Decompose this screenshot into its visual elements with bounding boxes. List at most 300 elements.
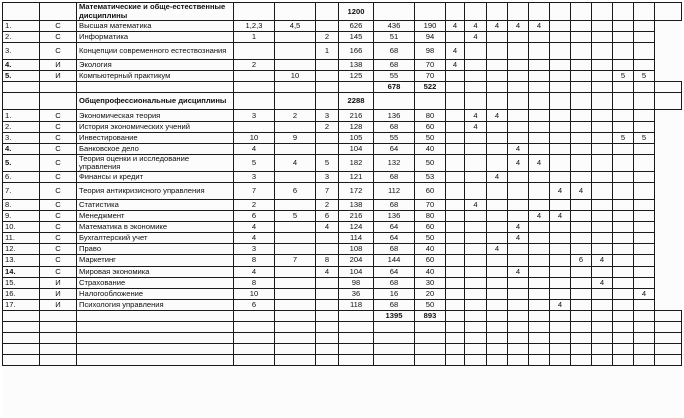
empty-cell (571, 3, 592, 21)
total-hours-cell: 166 (339, 43, 374, 60)
empty-cell (316, 321, 339, 332)
semester-hours-cell (550, 277, 571, 288)
classroom-hours-cell: 64 (374, 266, 415, 277)
semester-hours-cell (529, 222, 550, 233)
semester-hours-cell (613, 199, 634, 210)
semester-hours-cell (487, 233, 508, 244)
empty-cell (316, 93, 339, 110)
semester-hours-cell (446, 244, 465, 255)
credit-semester-cell (275, 299, 316, 310)
empty-cell (592, 321, 613, 332)
discipline-type-cell: С (40, 121, 77, 132)
discipline-name-cell: Право (77, 244, 234, 255)
empty-cell (3, 344, 40, 355)
semester-hours-cell (508, 288, 529, 299)
discipline-row (3, 171, 682, 182)
semester-hours-cell: 5 (634, 132, 655, 143)
semester-hours-cell: 5 (634, 71, 655, 82)
discipline-name-cell: Статистика (77, 199, 234, 210)
empty-cell (592, 344, 613, 355)
empty-cell (508, 82, 529, 93)
semester-hours-cell: 4 (487, 21, 508, 32)
semester-hours-cell (613, 182, 634, 199)
semester-hours-cell (465, 299, 487, 310)
classroom-hours-cell: 136 (374, 110, 415, 121)
discipline-row (3, 71, 682, 82)
credit-semester-cell (275, 60, 316, 71)
semester-hours-cell (634, 60, 655, 71)
semester-hours-cell (613, 60, 634, 71)
empty-cell (339, 310, 374, 321)
classroom-hours-cell: 51 (374, 32, 415, 43)
semester-hours-cell (571, 132, 592, 143)
semester-hours-cell (592, 299, 613, 310)
semester-hours-cell (465, 182, 487, 199)
semester-hours-cell (613, 299, 634, 310)
total-hours-cell: 105 (339, 132, 374, 143)
empty-cell (40, 93, 77, 110)
coursework-semester-cell (316, 288, 339, 299)
semester-hours-cell (634, 299, 655, 310)
credit-semester-cell: 10 (275, 71, 316, 82)
semester-hours-cell (487, 299, 508, 310)
row-number-cell: 6. (3, 171, 40, 182)
semester-hours-cell (465, 43, 487, 60)
self-study-hours-cell: 50 (415, 233, 446, 244)
semester-hours-cell (571, 288, 592, 299)
semester-hours-cell (487, 143, 508, 154)
semester-hours-cell (508, 211, 529, 222)
self-study-hours-cell: 60 (415, 222, 446, 233)
semester-hours-cell (592, 132, 613, 143)
empty-cell (613, 355, 634, 366)
empty-cell (446, 355, 465, 366)
semester-hours-cell (446, 255, 465, 266)
classroom-hours-cell: 68 (374, 121, 415, 132)
semester-hours-cell (446, 199, 465, 210)
empty-cell (374, 321, 415, 332)
row-number-cell: 1. (3, 110, 40, 121)
empty-cell (446, 321, 465, 332)
semester-hours-cell (613, 244, 634, 255)
classroom-hours-cell: 68 (374, 43, 415, 60)
coursework-semester-cell (316, 233, 339, 244)
coursework-semester-cell: 4 (316, 266, 339, 277)
empty-cell (3, 321, 40, 332)
classroom-hours-cell: 68 (374, 60, 415, 71)
empty-cell (508, 3, 529, 21)
discipline-row (3, 222, 682, 233)
semester-hours-cell (508, 121, 529, 132)
semester-hours-cell (487, 211, 508, 222)
semester-hours-cell (487, 288, 508, 299)
credit-semester-cell (275, 32, 316, 43)
empty-cell (550, 3, 571, 21)
discipline-name-cell: Банковское дело (77, 143, 234, 154)
exam-semester-cell: 1 (234, 32, 275, 43)
semester-hours-cell (508, 244, 529, 255)
empty-cell (415, 321, 446, 332)
discipline-type-cell: И (40, 60, 77, 71)
self-study-hours-cell: 60 (415, 182, 446, 199)
semester-hours-cell (571, 266, 592, 277)
empty-cell (613, 3, 634, 21)
credit-semester-cell (275, 277, 316, 288)
row-number-cell: 8. (3, 199, 40, 210)
semester-hours-cell (529, 244, 550, 255)
semester-hours-cell (465, 255, 487, 266)
semester-hours-cell (571, 60, 592, 71)
semester-hours-cell (634, 199, 655, 210)
row-number-cell: 5. (3, 154, 40, 171)
empty-cell (77, 333, 234, 344)
coursework-semester-cell: 3 (316, 110, 339, 121)
semester-hours-cell: 4 (446, 43, 465, 60)
empty-cell (571, 321, 592, 332)
empty-cell (487, 93, 508, 110)
discipline-name-cell: История экономических учений (77, 121, 234, 132)
empty-cell (592, 333, 613, 344)
discipline-row (3, 32, 682, 43)
classroom-hours-cell: 144 (374, 255, 415, 266)
total-hours-cell: 121 (339, 171, 374, 182)
semester-hours-cell (465, 222, 487, 233)
semester-hours-cell (592, 182, 613, 199)
coursework-semester-cell (316, 60, 339, 71)
empty-cell (446, 82, 465, 93)
exam-semester-cell: 6 (234, 299, 275, 310)
row-number-cell: 4. (3, 60, 40, 71)
total-hours-cell: 182 (339, 154, 374, 171)
curriculum-table (2, 2, 682, 366)
semester-hours-cell (446, 299, 465, 310)
curriculum-body (3, 3, 682, 366)
discipline-type-cell: И (40, 71, 77, 82)
empty-cell (40, 355, 77, 366)
semester-hours-cell (508, 71, 529, 82)
semester-hours-cell (613, 21, 634, 32)
empty-cell (465, 93, 487, 110)
empty-cell (339, 333, 374, 344)
semester-hours-cell (446, 121, 465, 132)
empty-cell (592, 3, 613, 21)
credit-semester-cell: 9 (275, 132, 316, 143)
semester-hours-cell (634, 233, 655, 244)
semester-hours-cell: 4 (571, 182, 592, 199)
row-number-cell: 14. (3, 266, 40, 277)
semester-hours-cell (508, 299, 529, 310)
credit-semester-cell: 5 (275, 211, 316, 222)
credit-semester-cell (275, 199, 316, 210)
semester-hours-cell (634, 154, 655, 171)
empty-cell (550, 333, 571, 344)
classroom-hours-total: 1395 (374, 310, 415, 321)
empty-cell (40, 3, 77, 21)
discipline-name-cell: Бухгалтерский учет (77, 233, 234, 244)
empty-cell (234, 321, 275, 332)
semester-hours-cell (550, 21, 571, 32)
discipline-type-cell: И (40, 288, 77, 299)
credit-semester-cell (275, 288, 316, 299)
discipline-row (3, 199, 682, 210)
empty-cell (487, 333, 508, 344)
self-study-hours-cell: 94 (415, 32, 446, 43)
exam-semester-cell (234, 71, 275, 82)
empty-cell (634, 82, 655, 93)
empty-cell (529, 82, 550, 93)
coursework-semester-cell (316, 244, 339, 255)
empty-cell (275, 333, 316, 344)
empty-cell (655, 93, 682, 110)
semester-hours-cell (529, 43, 550, 60)
empty-cell (571, 355, 592, 366)
empty-cell (592, 82, 613, 93)
empty-cell (487, 321, 508, 332)
coursework-semester-cell (316, 132, 339, 143)
semester-hours-cell (465, 171, 487, 182)
empty-row (3, 321, 682, 332)
empty-cell (508, 355, 529, 366)
coursework-semester-cell: 4 (316, 222, 339, 233)
semester-hours-cell (550, 32, 571, 43)
semester-hours-cell (550, 110, 571, 121)
total-hours-cell: 128 (339, 121, 374, 132)
semester-hours-cell (634, 43, 655, 60)
semester-hours-cell (508, 32, 529, 43)
empty-cell (592, 310, 613, 321)
self-study-hours-cell: 190 (415, 21, 446, 32)
exam-semester-cell: 3 (234, 171, 275, 182)
discipline-type-cell: С (40, 182, 77, 199)
semester-hours-cell (634, 32, 655, 43)
self-study-hours-total: 522 (415, 82, 446, 93)
semester-hours-cell: 4 (634, 288, 655, 299)
coursework-semester-cell (316, 71, 339, 82)
semester-hours-cell (613, 255, 634, 266)
discipline-row (3, 288, 682, 299)
discipline-name-cell: Экология (77, 60, 234, 71)
self-study-hours-cell: 70 (415, 199, 446, 210)
discipline-type-cell: С (40, 199, 77, 210)
semester-hours-cell (592, 233, 613, 244)
semester-hours-cell (529, 110, 550, 121)
self-study-hours-cell: 40 (415, 266, 446, 277)
self-study-hours-cell: 50 (415, 132, 446, 143)
discipline-row (3, 244, 682, 255)
coursework-semester-cell: 2 (316, 199, 339, 210)
empty-cell (613, 310, 634, 321)
discipline-row (3, 266, 682, 277)
semester-hours-cell: 4 (529, 21, 550, 32)
total-hours-cell: 98 (339, 277, 374, 288)
empty-cell (40, 310, 77, 321)
empty-cell (316, 310, 339, 321)
semester-hours-cell: 4 (465, 121, 487, 132)
discipline-name-cell: Теория антикризисного управления (77, 182, 234, 199)
empty-cell (316, 355, 339, 366)
semester-hours-cell: 4 (529, 154, 550, 171)
exam-semester-cell (234, 43, 275, 60)
semester-hours-cell: 4 (592, 255, 613, 266)
semester-hours-cell (529, 143, 550, 154)
total-hours-cell: 114 (339, 233, 374, 244)
semester-hours-cell (465, 154, 487, 171)
semester-hours-cell (571, 233, 592, 244)
empty-cell (234, 355, 275, 366)
semester-hours-cell (571, 21, 592, 32)
section-totals-row (3, 82, 682, 93)
semester-hours-cell (550, 171, 571, 182)
semester-hours-cell (529, 71, 550, 82)
total-hours-cell: 626 (339, 21, 374, 32)
semester-hours-cell (634, 222, 655, 233)
semester-hours-cell (592, 121, 613, 132)
empty-cell (487, 355, 508, 366)
semester-hours-cell (592, 43, 613, 60)
self-study-hours-cell: 60 (415, 255, 446, 266)
empty-cell (374, 355, 415, 366)
semester-hours-cell (487, 43, 508, 60)
classroom-hours-cell: 64 (374, 233, 415, 244)
semester-hours-cell (446, 288, 465, 299)
coursework-semester-cell: 8 (316, 255, 339, 266)
semester-hours-cell (529, 288, 550, 299)
section-header-row (3, 93, 682, 110)
section-totals-row (3, 310, 682, 321)
semester-hours-cell (613, 266, 634, 277)
self-study-hours-cell: 80 (415, 110, 446, 121)
semester-hours-cell (508, 110, 529, 121)
discipline-row (3, 121, 682, 132)
classroom-hours-cell: 112 (374, 182, 415, 199)
semester-hours-cell: 5 (613, 71, 634, 82)
semester-hours-cell (529, 171, 550, 182)
empty-cell (234, 3, 275, 21)
exam-semester-cell: 2 (234, 60, 275, 71)
discipline-type-cell: С (40, 132, 77, 143)
empty-cell (529, 344, 550, 355)
empty-cell (275, 93, 316, 110)
exam-semester-cell: 1,2,3 (234, 21, 275, 32)
semester-hours-cell (571, 154, 592, 171)
empty-cell (550, 93, 571, 110)
semester-hours-cell (571, 121, 592, 132)
row-number-cell: 2. (3, 32, 40, 43)
empty-cell (415, 93, 446, 110)
empty-cell (508, 321, 529, 332)
empty-cell (550, 321, 571, 332)
semester-hours-cell: 4 (550, 182, 571, 199)
empty-cell (339, 355, 374, 366)
semester-hours-cell (592, 21, 613, 32)
empty-cell (446, 344, 465, 355)
exam-semester-cell: 3 (234, 244, 275, 255)
semester-hours-cell (508, 43, 529, 60)
self-study-hours-cell: 70 (415, 71, 446, 82)
empty-cell (613, 82, 634, 93)
semester-hours-cell (571, 199, 592, 210)
discipline-type-cell: С (40, 211, 77, 222)
semester-hours-cell: 4 (465, 32, 487, 43)
semester-hours-cell (529, 132, 550, 143)
semester-hours-cell (613, 233, 634, 244)
semester-hours-cell (487, 71, 508, 82)
self-study-hours-total: 893 (415, 310, 446, 321)
exam-semester-cell: 8 (234, 255, 275, 266)
semester-hours-cell (592, 60, 613, 71)
semester-hours-cell: 6 (571, 255, 592, 266)
empty-cell (446, 333, 465, 344)
semester-hours-cell (592, 32, 613, 43)
semester-hours-cell (446, 110, 465, 121)
total-hours-cell: 125 (339, 71, 374, 82)
discipline-name-cell: Информатика (77, 32, 234, 43)
semester-hours-cell (446, 32, 465, 43)
semester-hours-cell (465, 60, 487, 71)
semester-hours-cell (613, 171, 634, 182)
semester-hours-cell: 4 (550, 299, 571, 310)
semester-hours-cell (571, 110, 592, 121)
coursework-semester-cell: 6 (316, 211, 339, 222)
empty-cell (487, 344, 508, 355)
total-hours-cell: 36 (339, 288, 374, 299)
empty-cell (77, 82, 234, 93)
classroom-hours-cell: 68 (374, 171, 415, 182)
empty-cell (592, 93, 613, 110)
empty-cell (234, 333, 275, 344)
empty-cell (77, 355, 234, 366)
empty-cell (374, 333, 415, 344)
semester-hours-cell (446, 132, 465, 143)
empty-cell (374, 93, 415, 110)
empty-cell (465, 333, 487, 344)
empty-cell (415, 344, 446, 355)
exam-semester-cell: 5 (234, 154, 275, 171)
semester-hours-cell (571, 244, 592, 255)
empty-cell (634, 344, 655, 355)
discipline-type-cell: С (40, 266, 77, 277)
empty-cell (465, 355, 487, 366)
semester-hours-cell (487, 255, 508, 266)
semester-hours-cell (613, 211, 634, 222)
discipline-name-cell: Высшая математика (77, 21, 234, 32)
total-hours-cell: 172 (339, 182, 374, 199)
empty-cell (613, 93, 634, 110)
semester-hours-cell (634, 266, 655, 277)
semester-hours-cell (550, 143, 571, 154)
semester-hours-cell (446, 266, 465, 277)
semester-hours-cell: 4 (508, 222, 529, 233)
semester-hours-cell (634, 244, 655, 255)
semester-hours-cell (592, 71, 613, 82)
row-number-cell: 5. (3, 71, 40, 82)
semester-hours-cell (550, 132, 571, 143)
semester-hours-cell (613, 32, 634, 43)
total-hours-cell: 216 (339, 211, 374, 222)
discipline-type-cell: С (40, 255, 77, 266)
semester-hours-cell (634, 143, 655, 154)
credit-semester-cell (275, 244, 316, 255)
coursework-semester-cell (316, 299, 339, 310)
empty-cell (446, 93, 465, 110)
semester-hours-cell (550, 121, 571, 132)
empty-cell (316, 333, 339, 344)
exam-semester-cell: 10 (234, 132, 275, 143)
semester-hours-cell: 4 (465, 199, 487, 210)
empty-cell (3, 355, 40, 366)
empty-cell (275, 355, 316, 366)
semester-hours-cell (613, 154, 634, 171)
